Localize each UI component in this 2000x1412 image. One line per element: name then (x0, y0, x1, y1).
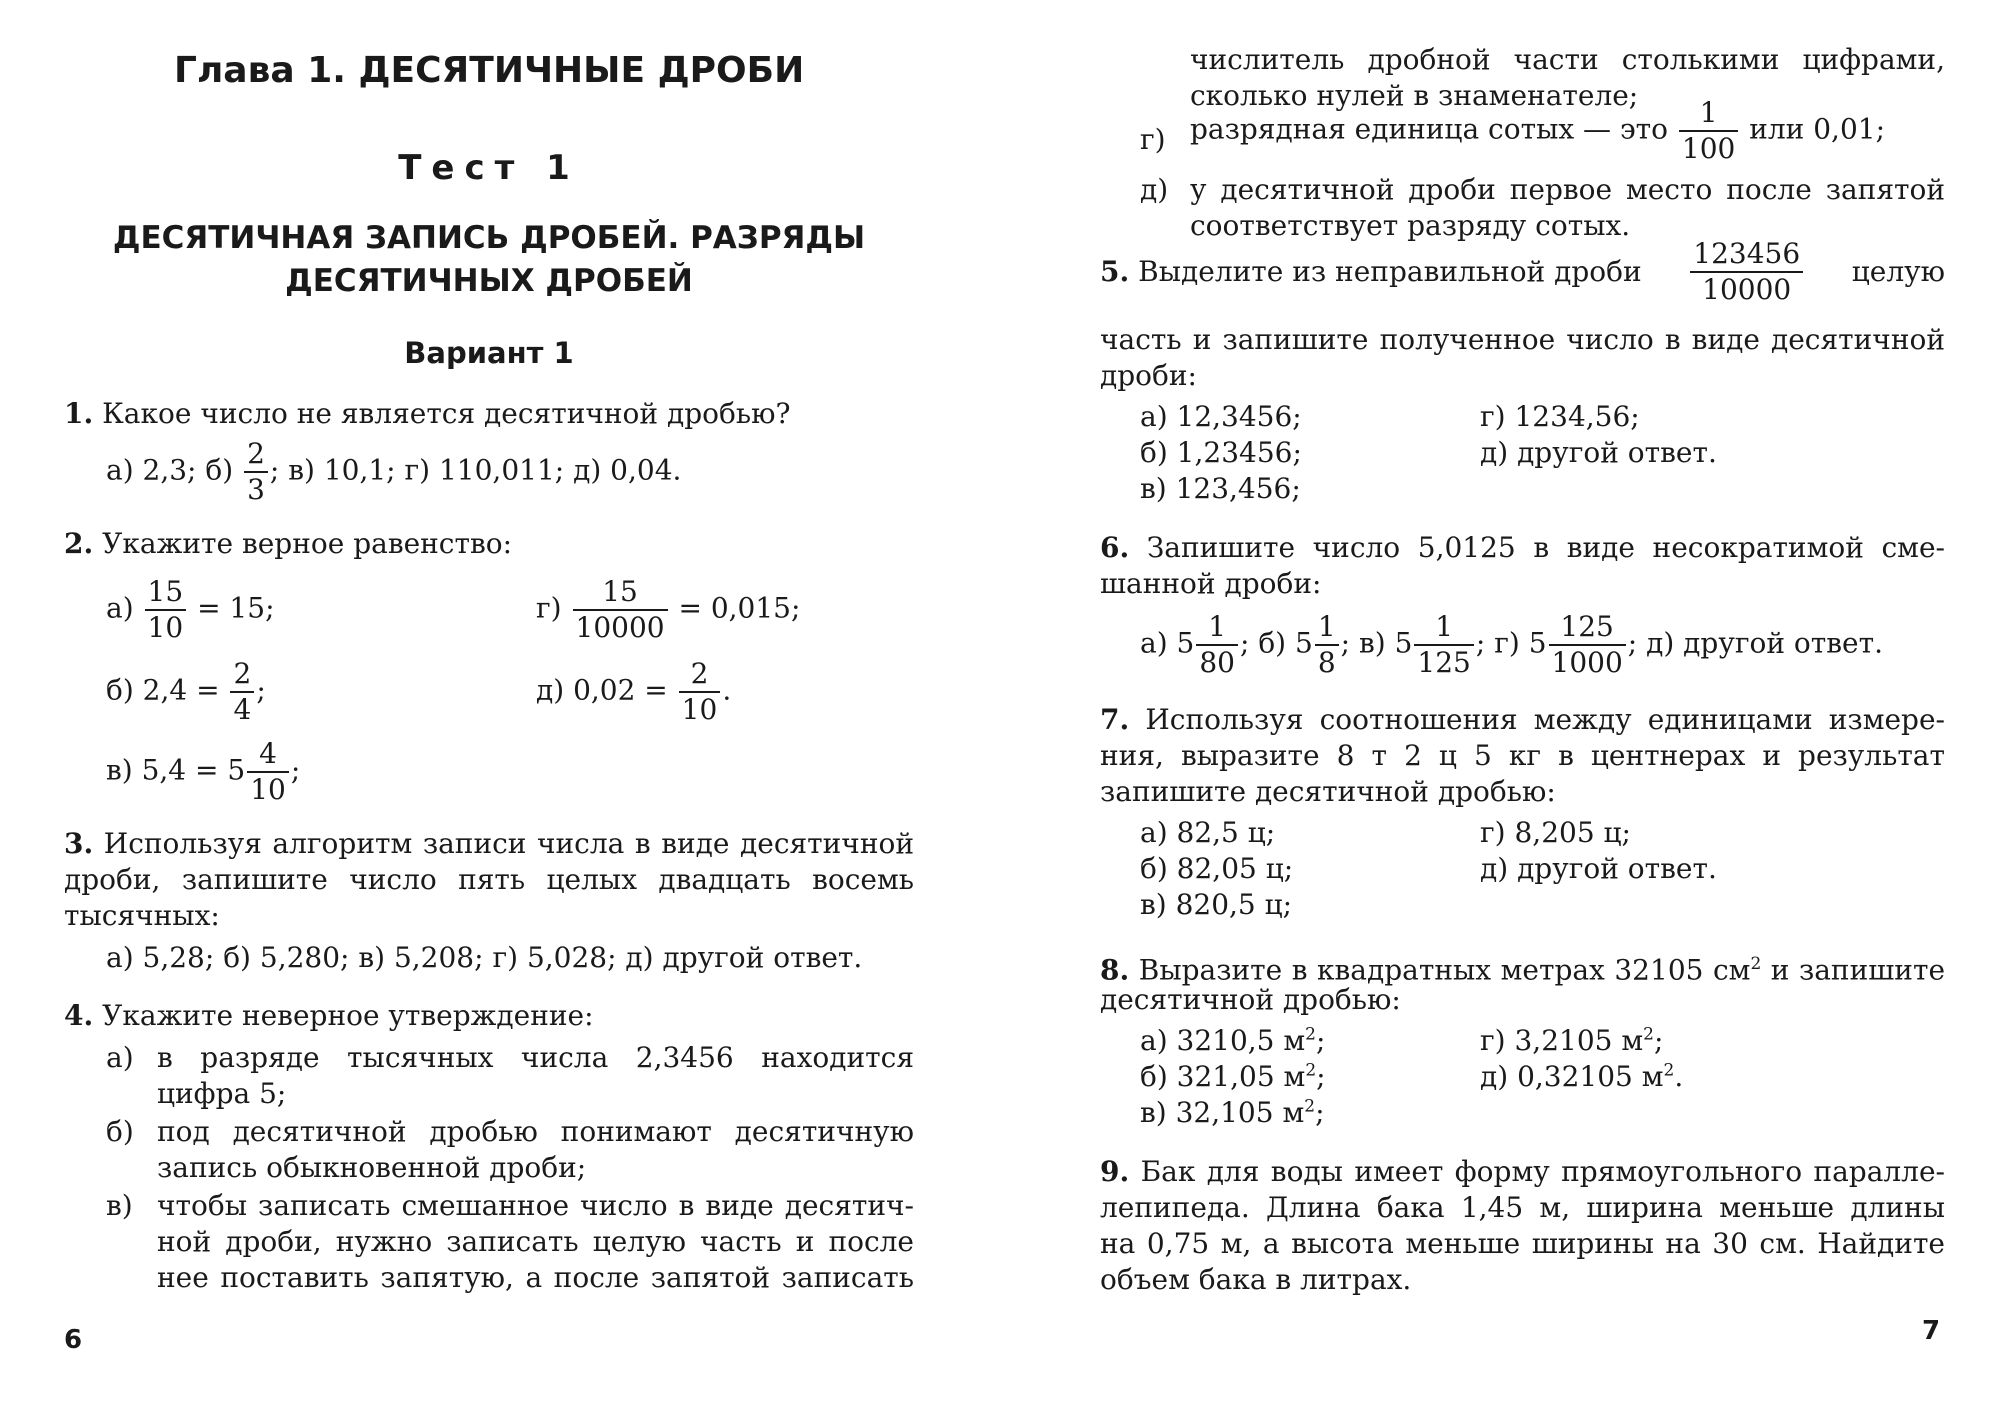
superscript: 2 (1663, 1060, 1675, 1081)
section-title-line-1: ДЕСЯТИЧНАЯ ЗАПИСЬ ДРОБЕЙ. РАЗРЯДЫ (112, 220, 866, 256)
option-punct: ; (1316, 1060, 1326, 1093)
option-label: г) (536, 591, 571, 625)
numerator: 15 (145, 578, 187, 611)
option-text: ; (256, 673, 266, 707)
fraction (1679, 96, 1738, 165)
option-v (1140, 1096, 1325, 1129)
fraction (1690, 237, 1803, 306)
superscript: 2 (1305, 1060, 1317, 1081)
option-text: г) 3,2105 м (1480, 1024, 1644, 1057)
option-a-line-2: цифра 5; (157, 1077, 287, 1110)
option-a: а) 12,3456; (1140, 400, 1302, 433)
denominator: 80 (1199, 646, 1235, 679)
question-text: Укажите верное равенство: (102, 527, 513, 560)
fraction (1315, 610, 1339, 679)
numerator: 125 (1549, 613, 1626, 646)
option-punct: . (1674, 1060, 1684, 1093)
numerator: 1 (1414, 613, 1473, 646)
question-number: 6. (1100, 531, 1130, 564)
option-label: а) (106, 591, 143, 625)
question-number: 5. (1100, 255, 1130, 288)
numerator: 4 (247, 740, 289, 773)
question-text-start: Выразите в квадратных метрах 32105 см (1138, 953, 1751, 987)
option-g: г) 8,205 ц; (1480, 816, 1631, 849)
option-text: в) 5,4 = 5 (106, 753, 246, 787)
question-7-line-2: ния, выразите 8 т 2 ц 5 кг в центнерах и результат (1100, 739, 1945, 772)
option-text: д) 0,32105 м (1480, 1060, 1664, 1093)
question-text: Укажите неверное утверждение: (102, 999, 594, 1032)
option-v: в) 820,5 ц; (1140, 888, 1293, 921)
denominator: 125 (1417, 646, 1471, 679)
numerator: 1 (1679, 99, 1738, 132)
denominator: 10 (147, 611, 184, 644)
question-number: 3. (64, 827, 94, 860)
question-number: 1. (64, 397, 94, 430)
fraction (145, 575, 187, 644)
question-text-line: Бак для воды имеет форму прямоугольного паралле- (1140, 1155, 1945, 1188)
denominator: 1000 (1551, 646, 1623, 679)
chapter-title: Глава 1. ДЕСЯТИЧНЫЕ ДРОБИ (174, 50, 805, 91)
question-9-line-4: объем бака в литрах. (1100, 1263, 1412, 1296)
option-text: б) 321,05 м (1140, 1060, 1306, 1093)
question-9 (1100, 1154, 1945, 1190)
left-page (64, 0, 914, 1412)
option-a (1140, 1024, 1325, 1057)
question-number: 2. (64, 527, 94, 560)
option-punct: ; (1316, 1024, 1326, 1057)
denominator: 4 (233, 693, 252, 726)
question-text-end: целую (1851, 255, 1945, 288)
fraction (230, 657, 254, 726)
option-text: ; б) 5 (1239, 626, 1313, 660)
option-v-label: в) (106, 1189, 133, 1222)
option-b: б) 82,05 ц; (1140, 852, 1294, 885)
option-a-line-1: в разряде тысячных числа 2,3456 находится (157, 1041, 914, 1074)
numerator: 123456 (1690, 240, 1803, 273)
numerator: 2 (679, 660, 721, 693)
option-g-label: г) (1140, 123, 1166, 156)
option-d (536, 657, 732, 726)
option-punct: ; (1315, 1096, 1325, 1129)
numerator: 2 (244, 440, 268, 473)
option-punct: ; (1653, 1024, 1664, 1057)
option-text: = 15; (188, 591, 275, 625)
variant-title: Вариант 1 (404, 336, 574, 370)
option-d-label: д) (1140, 173, 1169, 206)
page-number: 7 (1922, 1316, 1941, 1346)
option-d-line-2: соответствует разряду сотых. (1190, 209, 1631, 242)
option-b (1140, 1060, 1326, 1093)
superscript: 2 (1305, 1024, 1316, 1045)
question-9-line-3: на 0,75 м, а высота меньше ширины на 30 см. Найдите (1100, 1227, 1945, 1260)
option-b-line-2: запись обыкновенной дроби; (157, 1151, 587, 1184)
numerator: 15 (573, 578, 668, 611)
numerator: 2 (230, 660, 254, 693)
question-text: Какое число не является десятичной дробью? (102, 397, 791, 430)
question-text (1100, 254, 1642, 290)
question-text-end: и запишите (1761, 953, 1946, 987)
option-b-label: б) (106, 1115, 134, 1148)
section-title (64, 217, 914, 303)
question-8-line-2: десятичной дробью: (1100, 983, 1401, 1016)
q4-cont-line-1: числитель дробной части столькими цифрами, (1190, 43, 1945, 76)
option-g (536, 575, 801, 644)
q4-cont-line-2: сколько нулей в знаменателе; (1190, 79, 1639, 112)
option-v-line-3: нее поставить запятую, а после запятой записать (157, 1261, 914, 1294)
option-text: ; д) другой ответ. (1627, 626, 1883, 660)
section-title-line-2: ДЕСЯТИЧНЫХ ДРОБЕЙ (285, 263, 693, 299)
option-d (1480, 1060, 1683, 1093)
option-d-line-1: у десятичной дроби первое место после запятой (1190, 173, 1945, 206)
option-d: д) другой ответ. (1480, 436, 1717, 469)
option-g: г) 1234,56; (1480, 400, 1640, 433)
fraction (679, 657, 721, 726)
option-b: б) 1,23456; (1140, 436, 1302, 469)
question-3 (64, 826, 914, 862)
option-text: д) 0,02 = (536, 673, 677, 707)
option-text: или 0,01; (1740, 112, 1886, 146)
superscript: 2 (1750, 954, 1762, 974)
denominator: 10 (681, 693, 718, 726)
superscript: 2 (1304, 1096, 1316, 1117)
denominator: 10 (250, 773, 286, 806)
option-text: а) 5 (1140, 626, 1195, 660)
question-3-answers: а) 5,28; б) 5,280; в) 5,208; г) 5,028; д) другой ответ. (106, 941, 863, 974)
fraction (244, 437, 268, 506)
question-2 (64, 526, 512, 562)
option-v-line-2: ной дроби, нужно записать целую часть и после (157, 1225, 914, 1258)
option-text: разрядная единица сотых — это (1190, 112, 1677, 146)
option-d: д) другой ответ. (1480, 852, 1717, 885)
option-text: б) 2,4 = (106, 673, 229, 707)
right-page (1100, 0, 1945, 1412)
answer-text: ; в) 10,1; г) 110,011; д) 0,04. (269, 453, 682, 487)
question-number: 4. (64, 999, 94, 1032)
option-g (1190, 96, 1886, 165)
denominator: 10000 (575, 611, 665, 644)
question-7 (1100, 702, 1945, 738)
question-6-line-2: шанной дроби: (1100, 567, 1322, 600)
question-number: 8. (1100, 953, 1130, 987)
question-number: 7. (1100, 703, 1130, 736)
option-g (1480, 1024, 1663, 1057)
question-3-line-2: дроби, запишите число пять целых двадцать восемь (64, 863, 914, 896)
option-b (106, 657, 266, 726)
option-b-line-1: под десятичной дробью понимают десятичную (157, 1115, 914, 1148)
question-text-line: Используя соотношения между единицами измере- (1145, 703, 1946, 736)
option-text: а) 3210,5 м (1140, 1024, 1306, 1057)
question-6 (1100, 530, 1945, 566)
numerator: 1 (1196, 613, 1238, 646)
question-text-line: Используя алгоритм записи числа в виде десятичной (103, 827, 915, 860)
denominator: 100 (1681, 132, 1736, 165)
fraction (1196, 610, 1238, 679)
option-v: в) 123,456; (1140, 472, 1301, 505)
numerator: 1 (1315, 613, 1339, 646)
option-text: ; г) 5 (1475, 626, 1547, 660)
question-7-line-3: запишите десятичной дробью: (1100, 775, 1556, 808)
option-text: в) 32,105 м (1140, 1096, 1305, 1129)
question-5-line-2: часть и запишите полученное число в виде десятичной (1100, 323, 1945, 356)
answer-text: а) 2,3; б) (106, 453, 243, 487)
question-5-line-3: дроби: (1100, 359, 1197, 392)
denominator: 10000 (1702, 273, 1792, 306)
option-text: ; (290, 753, 301, 787)
question-3-line-3: тысячных: (64, 899, 220, 932)
option-text: ; в) 5 (1340, 626, 1413, 660)
fraction (247, 737, 289, 806)
question-number: 9. (1100, 1155, 1130, 1188)
option-v (106, 737, 301, 806)
fraction (1549, 610, 1626, 679)
question-6-answers (1140, 610, 1883, 679)
question-text-start: Выделите из неправильной дроби (1138, 255, 1642, 288)
superscript: 2 (1643, 1024, 1654, 1045)
test-title: Тест 1 (398, 148, 580, 188)
question-5 (1100, 237, 1945, 306)
question-4 (64, 998, 594, 1034)
question-9-line-2: лепипеда. Длина бака 1,45 м, ширина меньше длины (1100, 1191, 1945, 1224)
option-a: а) 82,5 ц; (1140, 816, 1276, 849)
option-a (106, 575, 275, 644)
fraction (573, 575, 668, 644)
option-a-label: а) (106, 1041, 134, 1074)
option-v-line-1: чтобы записать смешанное число в виде десятич- (157, 1189, 914, 1222)
fraction (1414, 610, 1473, 679)
option-text: . (722, 673, 732, 707)
denominator: 3 (247, 473, 265, 506)
page-number: 6 (64, 1325, 83, 1355)
question-1 (64, 396, 790, 432)
option-text: = 0,015; (669, 591, 801, 625)
question-1-answers (106, 437, 682, 506)
question-text-line: Запишите число 5,0125 в виде несократимой сме- (1146, 531, 1945, 564)
denominator: 8 (1317, 646, 1336, 679)
